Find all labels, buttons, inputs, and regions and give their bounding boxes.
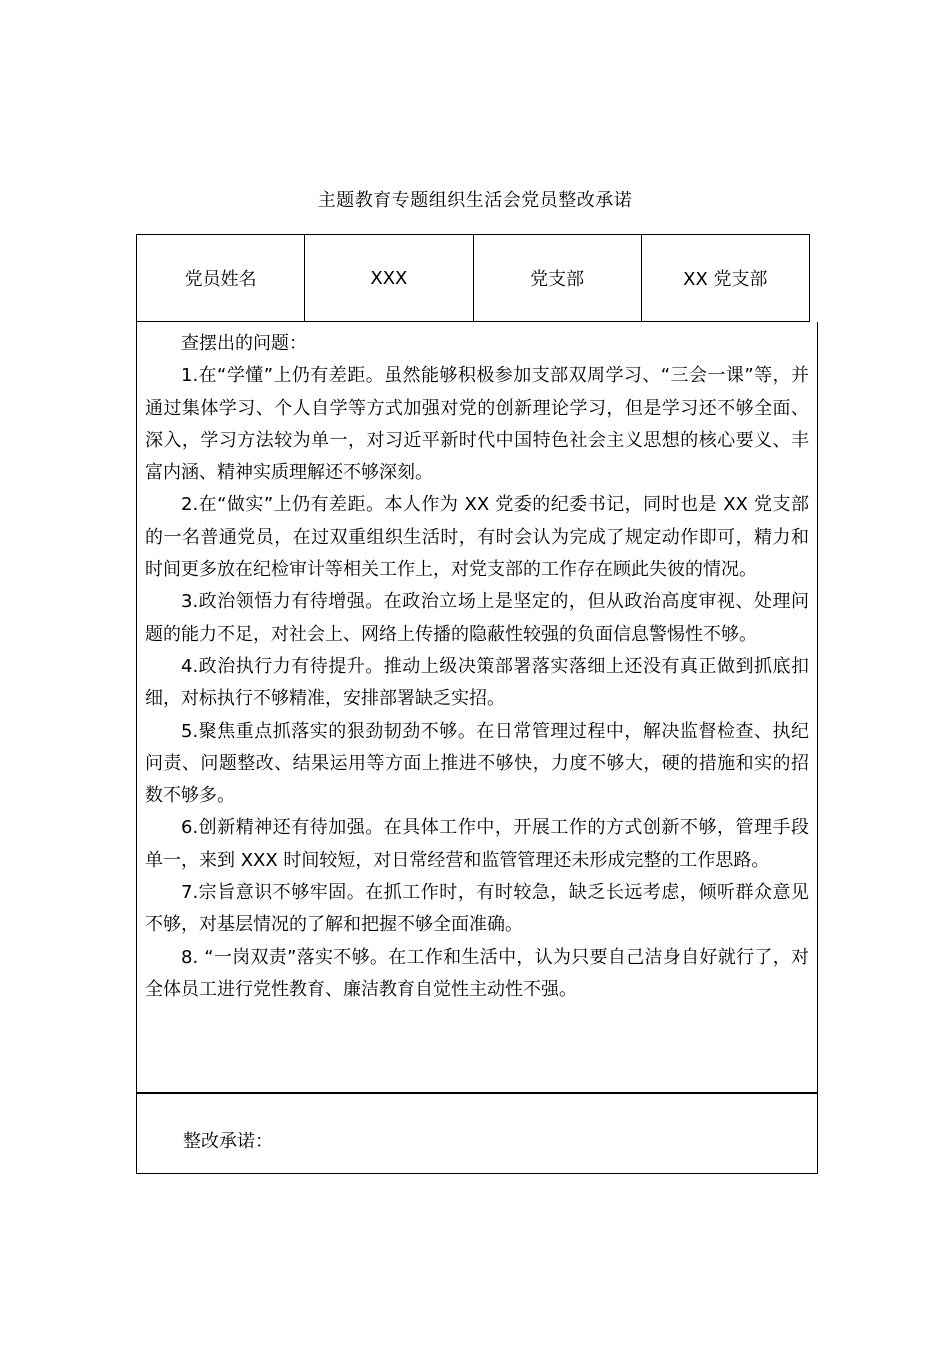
member-name-value: XXX (305, 235, 473, 321)
issues-section (136, 322, 818, 1093)
issues-heading: 查摆出的问题： (181, 333, 307, 354)
issue-item: 6.创新精神还有待加强。在具体工作中，开展工作的方式创新不够，管理手段单一，来到 XXX 时间较短，对日常经营和监管管理还未形成完整的工作思路。 (145, 817, 809, 871)
issue-item: 8. “一岗双责”落实不够。在工作和生活中，认为只要自己洁身自好就行了，对全体员工进行党性教育、廉洁教育自觉性主动性不强。 (145, 946, 809, 1000)
party-branch-value: XX 党支部 (683, 269, 768, 290)
issue-item: 7.宗旨意识不够牢固。在抓工作时，有时较急，缺乏长远考虑，倾听群众意见不够，对基层情况的了解和把握不够全面准确。 (145, 882, 809, 936)
issue-item: 2.在“做实”上仍有差距。本人作为 XX 党委的纪委书记，同时也是 XX 党支部的一名普通党员，在过双重组织生活时，有时会认为完成了规定动作即可，精力和时间更多放在纪检审计等相关工作上，对党支部的工作存在顾此失彼的情况。 (145, 494, 809, 581)
issue-item: 1.在“学懂”上仍有差距。虽然能够积极参加支部双周学习、“三会一课”等，并通过集体学习、个人自学等方式加强对党的创新理论学习，但是学习还不够全面、深入，学习方法较为单一，对习近平新时代中国特色社会主义思想的核心要义、丰富内涵、精神实质理解还不够深刻。 (145, 365, 809, 484)
issue-item: 5.聚焦重点抓落实的狠劲韧劲不够。在日常管理过程中，解决监督检查、执纪问责、问题整改、结果运用等方面上推进不够快，力度不够大，硬的措施和实的招数不够多。 (145, 720, 809, 807)
page-title: 主题教育专题组织生活会党员整改承诺 (317, 190, 633, 211)
issue-item: 4.政治执行力有待提升。推动上级决策部署落实落细上还没有真正做到抓底扣细，对标执行不够精准，安排部署缺乏实招。 (145, 655, 809, 710)
commitment-label: 整改承诺： (183, 1131, 273, 1152)
commitment-section (136, 1093, 818, 1174)
member-name-label: 党员姓名 (137, 235, 305, 321)
member-info-row (136, 234, 810, 322)
issue-item: 3.政治领悟力有待增强。在政治立场上是坚定的，但从政治高度审视、处理问题的能力不足，对社会上、网络上传播的隐蔽性较强的负面信息警惕性不够。 (145, 591, 809, 645)
party-branch-label: 党支部 (474, 235, 642, 321)
